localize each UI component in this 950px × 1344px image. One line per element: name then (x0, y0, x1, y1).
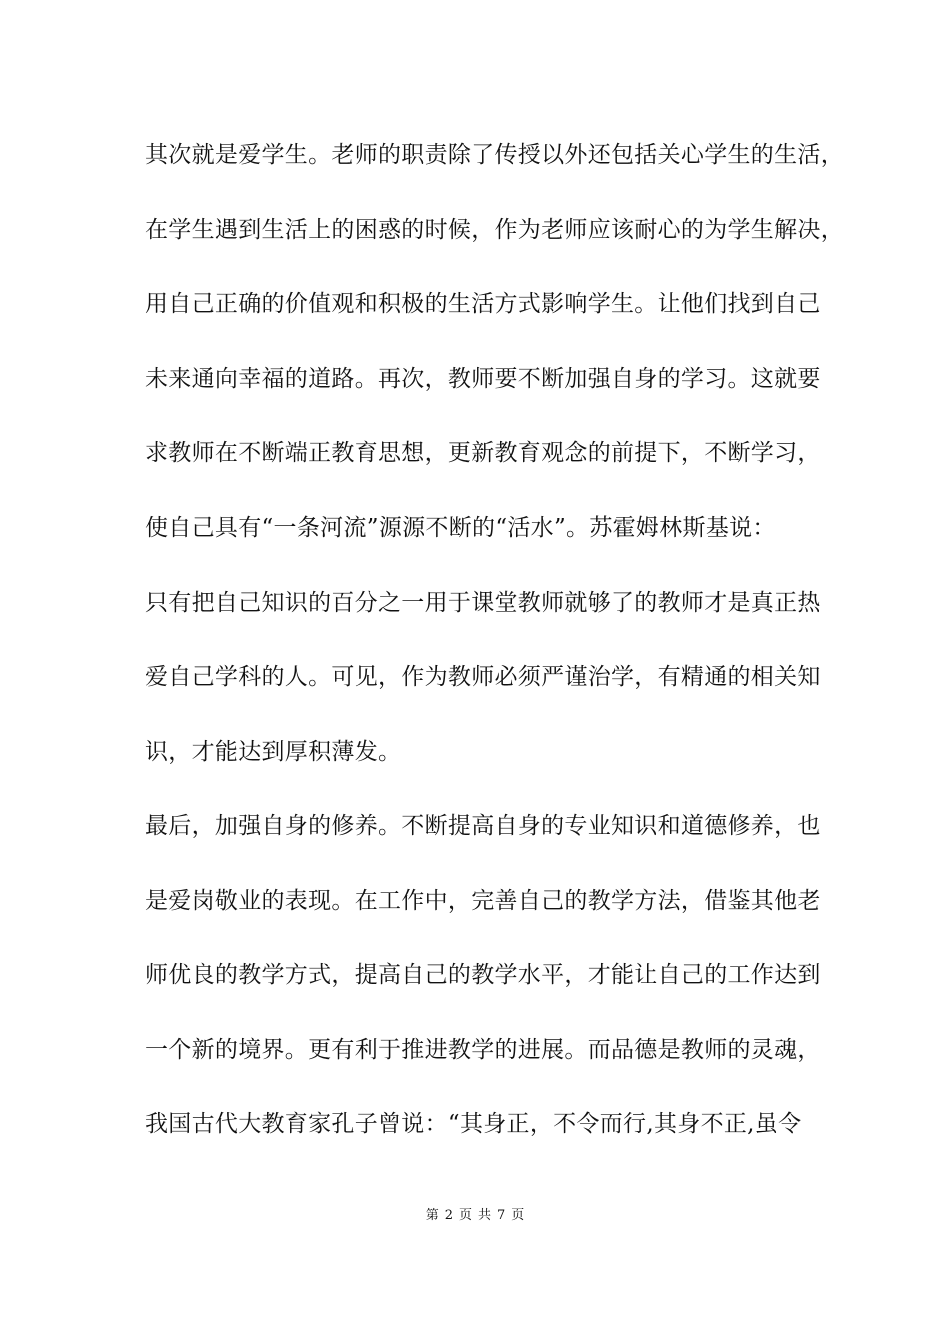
footer-label-di: 第 (425, 1208, 439, 1223)
text-line-4: 未来通向幸福的道路。再次，教师要不断加强自身的学习。这就要 (145, 366, 821, 392)
text-line-13: 一个新的境界。更有利于推进教学的进展。而品德是教师的灵魂， (145, 1037, 821, 1063)
text-line-14: 我国古代大教育家孔子曾说：“其身正，不令而行,其身不正,虽令 (145, 1111, 802, 1137)
text-line-5: 求教师在不断端正教育思想，更新教育观念的前提下，不断学习， (145, 440, 821, 466)
footer-label-ye-2: 页 (511, 1208, 525, 1223)
text-line-10: 最后，加强自身的修养。不断提高自身的专业知识和道德修养，也 (145, 813, 821, 839)
text-line-1: 其次就是爱学生。老师的职责除了传授以外还包括关心学生的生活， (145, 142, 844, 168)
page-footer (0, 1207, 950, 1225)
footer-label-gong: 共 (478, 1208, 492, 1223)
text-line-2: 在学生遇到生活上的困惑的时候，作为老师应该耐心的为学生解决， (145, 217, 844, 243)
footer-label-ye: 页 (458, 1208, 472, 1223)
text-line-7: 只有把自己知识的百分之一用于课堂教师就够了的教师才是真正热 (145, 590, 821, 616)
text-line-9: 识，才能达到厚积薄发。 (145, 739, 402, 765)
footer-total-pages: 7 (497, 1208, 506, 1223)
text-line-12: 师优良的教学方式，提高自己的教学水平，才能让自己的工作达到 (145, 962, 821, 988)
text-line-11: 是爱岗敬业的表现。在工作中，完善自己的教学方法，借鉴其他老 (145, 888, 821, 914)
text-line-3: 用自己正确的价值观和积极的生活方式影响学生。让他们找到自己 (145, 291, 821, 317)
text-line-6: 使自己具有“一条河流”源源不断的“活水”。苏霍姆林斯基说： (145, 515, 776, 541)
footer-current-page: 2 (444, 1208, 453, 1223)
text-line-8: 爱自己学科的人。可见，作为教师必须严谨治学，有精通的相关知 (145, 664, 821, 690)
